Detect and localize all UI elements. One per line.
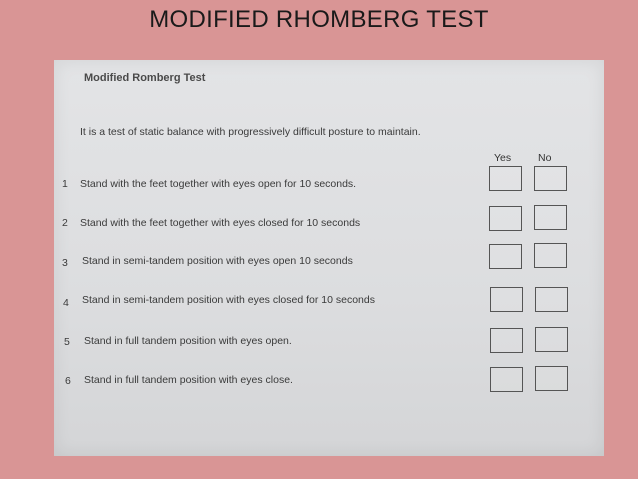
yes-checkbox[interactable] bbox=[490, 287, 523, 312]
yes-checkbox[interactable] bbox=[489, 166, 522, 191]
no-checkbox[interactable] bbox=[534, 205, 567, 230]
item-text: Stand in semi-tandem position with eyes open 10 seconds bbox=[82, 255, 353, 267]
test-item bbox=[54, 164, 604, 194]
test-item bbox=[54, 366, 604, 396]
yes-checkbox[interactable] bbox=[489, 206, 522, 231]
item-text: Stand in full tandem position with eyes close. bbox=[84, 374, 293, 386]
item-number: 6 bbox=[65, 375, 71, 387]
item-number: 1 bbox=[62, 178, 68, 190]
yes-checkbox[interactable] bbox=[490, 367, 523, 392]
test-document bbox=[54, 60, 604, 456]
item-number: 5 bbox=[64, 336, 70, 348]
yes-column-header: Yes bbox=[494, 152, 512, 164]
no-checkbox[interactable] bbox=[535, 327, 568, 352]
no-column-header: No bbox=[538, 152, 552, 164]
item-number: 4 bbox=[63, 297, 69, 309]
no-checkbox[interactable] bbox=[534, 166, 567, 191]
item-text: Stand with the feet together with eyes open for 10 seconds. bbox=[80, 178, 357, 190]
no-checkbox[interactable] bbox=[535, 366, 568, 391]
test-item bbox=[54, 327, 604, 357]
slide-title: MODIFIED RHOMBERG TEST bbox=[149, 6, 489, 33]
test-item bbox=[54, 204, 604, 234]
document-heading: Modified Romberg Test bbox=[84, 72, 206, 84]
document-intro: It is a test of static balance with progressively difficult posture to maintain. bbox=[80, 126, 421, 138]
no-checkbox[interactable] bbox=[534, 243, 567, 268]
item-number: 2 bbox=[62, 217, 68, 229]
yes-checkbox[interactable] bbox=[490, 328, 523, 353]
test-item bbox=[54, 287, 604, 317]
item-number: 3 bbox=[62, 257, 68, 269]
item-text: Stand in full tandem position with eyes open. bbox=[84, 335, 292, 347]
item-text: Stand in semi-tandem position with eyes closed for 10 seconds bbox=[82, 294, 375, 306]
test-item bbox=[54, 243, 604, 273]
no-checkbox[interactable] bbox=[535, 287, 568, 312]
yes-checkbox[interactable] bbox=[489, 244, 522, 269]
item-text: Stand with the feet together with eyes closed for 10 seconds bbox=[80, 217, 361, 229]
